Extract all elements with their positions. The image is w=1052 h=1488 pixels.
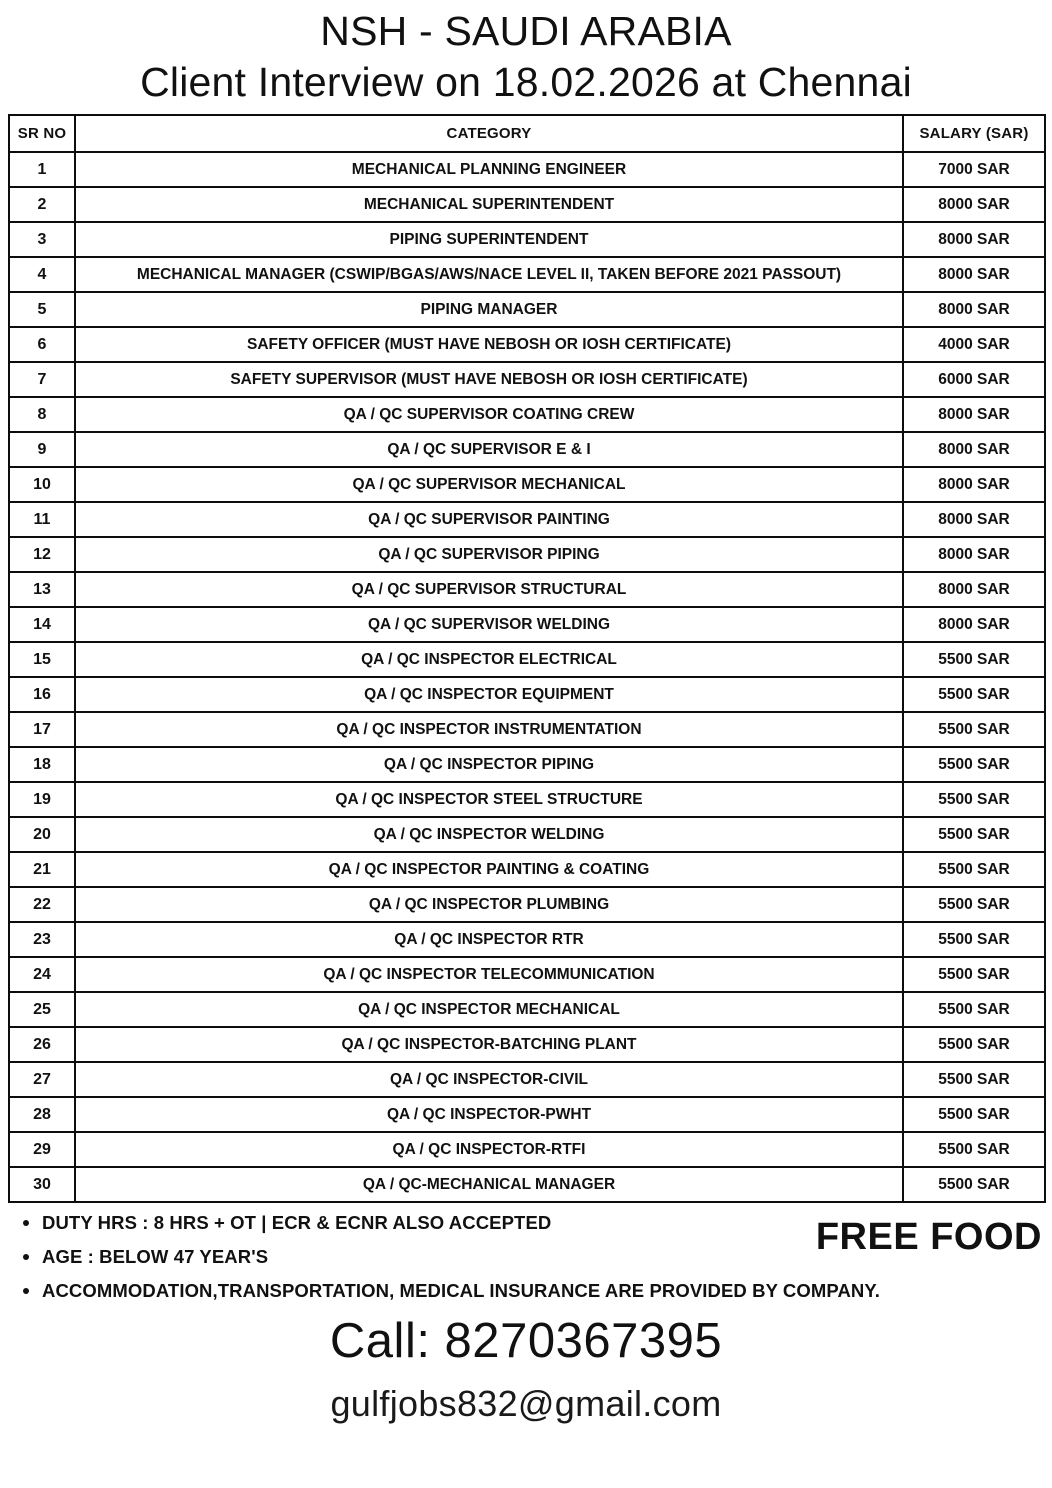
cell-category: QA / QC SUPERVISOR PAINTING [75, 502, 903, 537]
cell-salary: 5500 SAR [903, 852, 1045, 887]
cell-salary: 8000 SAR [903, 537, 1045, 572]
phone-number[interactable]: Call: 8270367395 [329, 1314, 723, 1368]
cell-sr-no: 5 [9, 292, 75, 327]
cell-sr-no: 1 [9, 152, 75, 187]
cell-category: QA / QC-MECHANICAL MANAGER [75, 1167, 903, 1202]
table-row [9, 782, 1045, 817]
cell-salary: 8000 SAR [903, 502, 1045, 537]
note-item: DUTY HRS : 8 HRS + OT | ECR & ECNR ALSO ACCEPTED [8, 1209, 1008, 1237]
cell-sr-no: 9 [9, 432, 75, 467]
cell-sr-no: 16 [9, 677, 75, 712]
cell-sr-no: 28 [9, 1097, 75, 1132]
cell-category: QA / QC INSPECTOR MECHANICAL [75, 992, 903, 1027]
cell-category: MECHANICAL PLANNING ENGINEER [75, 152, 903, 187]
cell-category: QA / QC SUPERVISOR STRUCTURAL [75, 572, 903, 607]
table-header [9, 115, 1045, 152]
cell-salary: 5500 SAR [903, 747, 1045, 782]
cell-salary: 8000 SAR [903, 432, 1045, 467]
cell-category: QA / QC INSPECTOR PLUMBING [75, 887, 903, 922]
cell-salary: 5500 SAR [903, 992, 1045, 1027]
cell-sr-no: 27 [9, 1062, 75, 1097]
cell-category: MECHANICAL MANAGER (CSWIP/BGAS/AWS/NACE LEVEL II, TAKEN BEFORE 2021 PASSOUT) [75, 257, 903, 292]
cell-salary: 4000 SAR [903, 327, 1045, 362]
table-row [9, 222, 1045, 257]
cell-salary: 5500 SAR [903, 677, 1045, 712]
cell-sr-no: 21 [9, 852, 75, 887]
cell-sr-no: 19 [9, 782, 75, 817]
cell-category: QA / QC INSPECTOR EQUIPMENT [75, 677, 903, 712]
cell-sr-no: 11 [9, 502, 75, 537]
cell-category: QA / QC INSPECTOR RTR [75, 922, 903, 957]
cell-sr-no: 10 [9, 467, 75, 502]
cell-category: SAFETY OFFICER (MUST HAVE NEBOSH OR IOSH CERTIFICATE) [75, 327, 903, 362]
cell-sr-no: 6 [9, 327, 75, 362]
table-row [9, 712, 1045, 747]
cell-category: QA / QC INSPECTOR ELECTRICAL [75, 642, 903, 677]
cell-sr-no: 26 [9, 1027, 75, 1062]
footer-notes-section [8, 1209, 1044, 1305]
cell-sr-no: 7 [9, 362, 75, 397]
table-row [9, 327, 1045, 362]
table-row [9, 432, 1045, 467]
table-row [9, 1167, 1045, 1202]
column-header-salary: SALARY (SAR) [903, 115, 1045, 152]
cell-sr-no: 8 [9, 397, 75, 432]
cell-salary: 5500 SAR [903, 1167, 1045, 1202]
cell-salary: 5500 SAR [903, 922, 1045, 957]
table-row [9, 537, 1045, 572]
table-row [9, 572, 1045, 607]
table-row [9, 362, 1045, 397]
table-row [9, 992, 1045, 1027]
cell-salary: 5500 SAR [903, 957, 1045, 992]
table-body [9, 152, 1045, 1202]
cell-sr-no: 13 [9, 572, 75, 607]
cell-category: QA / QC INSPECTOR-RTFI [75, 1132, 903, 1167]
cell-salary: 5500 SAR [903, 1062, 1045, 1097]
cell-sr-no: 20 [9, 817, 75, 852]
cell-category: QA / QC INSPECTOR WELDING [75, 817, 903, 852]
cell-salary: 8000 SAR [903, 257, 1045, 292]
email-address[interactable]: gulfjobs832@gmail.com [330, 1383, 722, 1424]
cell-category: SAFETY SUPERVISOR (MUST HAVE NEBOSH OR IOSH CERTIFICATE) [75, 362, 903, 397]
cell-salary: 8000 SAR [903, 607, 1045, 642]
cell-salary: 7000 SAR [903, 152, 1045, 187]
table-row [9, 747, 1045, 782]
table-row [9, 187, 1045, 222]
cell-salary: 8000 SAR [903, 292, 1045, 327]
cell-category: PIPING MANAGER [75, 292, 903, 327]
cell-sr-no: 24 [9, 957, 75, 992]
cell-sr-no: 30 [9, 1167, 75, 1202]
cell-category: QA / QC INSPECTOR PIPING [75, 747, 903, 782]
cell-category: QA / QC INSPECTOR-CIVIL [75, 1062, 903, 1097]
column-header-sr-no: SR NO [9, 115, 75, 152]
cell-salary: 5500 SAR [903, 1027, 1045, 1062]
table-row [9, 502, 1045, 537]
cell-sr-no: 29 [9, 1132, 75, 1167]
cell-salary: 8000 SAR [903, 467, 1045, 502]
cell-category: QA / QC SUPERVISOR WELDING [75, 607, 903, 642]
job-table-container [8, 114, 1044, 1203]
table-header-row [9, 115, 1045, 152]
cell-sr-no: 15 [9, 642, 75, 677]
table-row [9, 957, 1045, 992]
cell-sr-no: 14 [9, 607, 75, 642]
cell-category: QA / QC SUPERVISOR MECHANICAL [75, 467, 903, 502]
table-row [9, 467, 1045, 502]
table-row [9, 677, 1045, 712]
cell-category: QA / QC INSPECTOR INSTRUMENTATION [75, 712, 903, 747]
note-item: ACCOMMODATION,TRANSPORTATION, MEDICAL INSURANCE ARE PROVIDED BY COMPANY. [8, 1277, 972, 1305]
table-row [9, 152, 1045, 187]
cell-salary: 8000 SAR [903, 397, 1045, 432]
cell-salary: 5500 SAR [903, 887, 1045, 922]
cell-category: QA / QC INSPECTOR STEEL STRUCTURE [75, 782, 903, 817]
cell-category: QA / QC INSPECTOR-PWHT [75, 1097, 903, 1132]
cell-salary: 5500 SAR [903, 782, 1045, 817]
cell-salary: 5500 SAR [903, 1132, 1045, 1167]
free-food-badge: FREE FOOD [815, 1216, 1042, 1258]
cell-category: QA / QC INSPECTOR PAINTING & COATING [75, 852, 903, 887]
cell-salary: 8000 SAR [903, 187, 1045, 222]
cell-category: QA / QC SUPERVISOR E & I [75, 432, 903, 467]
cell-sr-no: 18 [9, 747, 75, 782]
contact-section [0, 1311, 1052, 1429]
cell-sr-no: 12 [9, 537, 75, 572]
cell-salary: 5500 SAR [903, 642, 1045, 677]
page-title [0, 0, 1052, 108]
cell-salary: 8000 SAR [903, 572, 1045, 607]
cell-category: QA / QC INSPECTOR TELECOMMUNICATION [75, 957, 903, 992]
event-subtitle: Client Interview on 18.02.2026 at Chennai [140, 59, 912, 105]
cell-sr-no: 3 [9, 222, 75, 257]
table-row [9, 642, 1045, 677]
table-row [9, 1132, 1045, 1167]
table-row [9, 1062, 1045, 1097]
table-row [9, 1027, 1045, 1062]
table-row [9, 922, 1045, 957]
table-row [9, 257, 1045, 292]
cell-category: QA / QC SUPERVISOR PIPING [75, 537, 903, 572]
job-listing-table [8, 114, 1046, 1203]
table-row [9, 887, 1045, 922]
cell-salary: 5500 SAR [903, 817, 1045, 852]
cell-category: QA / QC SUPERVISOR COATING CREW [75, 397, 903, 432]
cell-sr-no: 17 [9, 712, 75, 747]
cell-salary: 8000 SAR [903, 222, 1045, 257]
note-item: AGE : BELOW 47 YEAR'S [8, 1243, 1008, 1271]
cell-sr-no: 4 [9, 257, 75, 292]
cell-sr-no: 25 [9, 992, 75, 1027]
table-row [9, 1097, 1045, 1132]
table-row [9, 817, 1045, 852]
table-row [9, 607, 1045, 642]
cell-salary: 5500 SAR [903, 712, 1045, 747]
cell-category: PIPING SUPERINTENDENT [75, 222, 903, 257]
table-row [9, 397, 1045, 432]
column-header-category: CATEGORY [75, 115, 903, 152]
cell-salary: 5500 SAR [903, 1097, 1045, 1132]
cell-sr-no: 22 [9, 887, 75, 922]
cell-category: QA / QC INSPECTOR-BATCHING PLANT [75, 1027, 903, 1062]
cell-salary: 6000 SAR [903, 362, 1045, 397]
table-row [9, 852, 1045, 887]
cell-sr-no: 23 [9, 922, 75, 957]
table-row [9, 292, 1045, 327]
cell-category: MECHANICAL SUPERINTENDENT [75, 187, 903, 222]
cell-sr-no: 2 [9, 187, 75, 222]
company-title: NSH - SAUDI ARABIA [320, 8, 732, 54]
